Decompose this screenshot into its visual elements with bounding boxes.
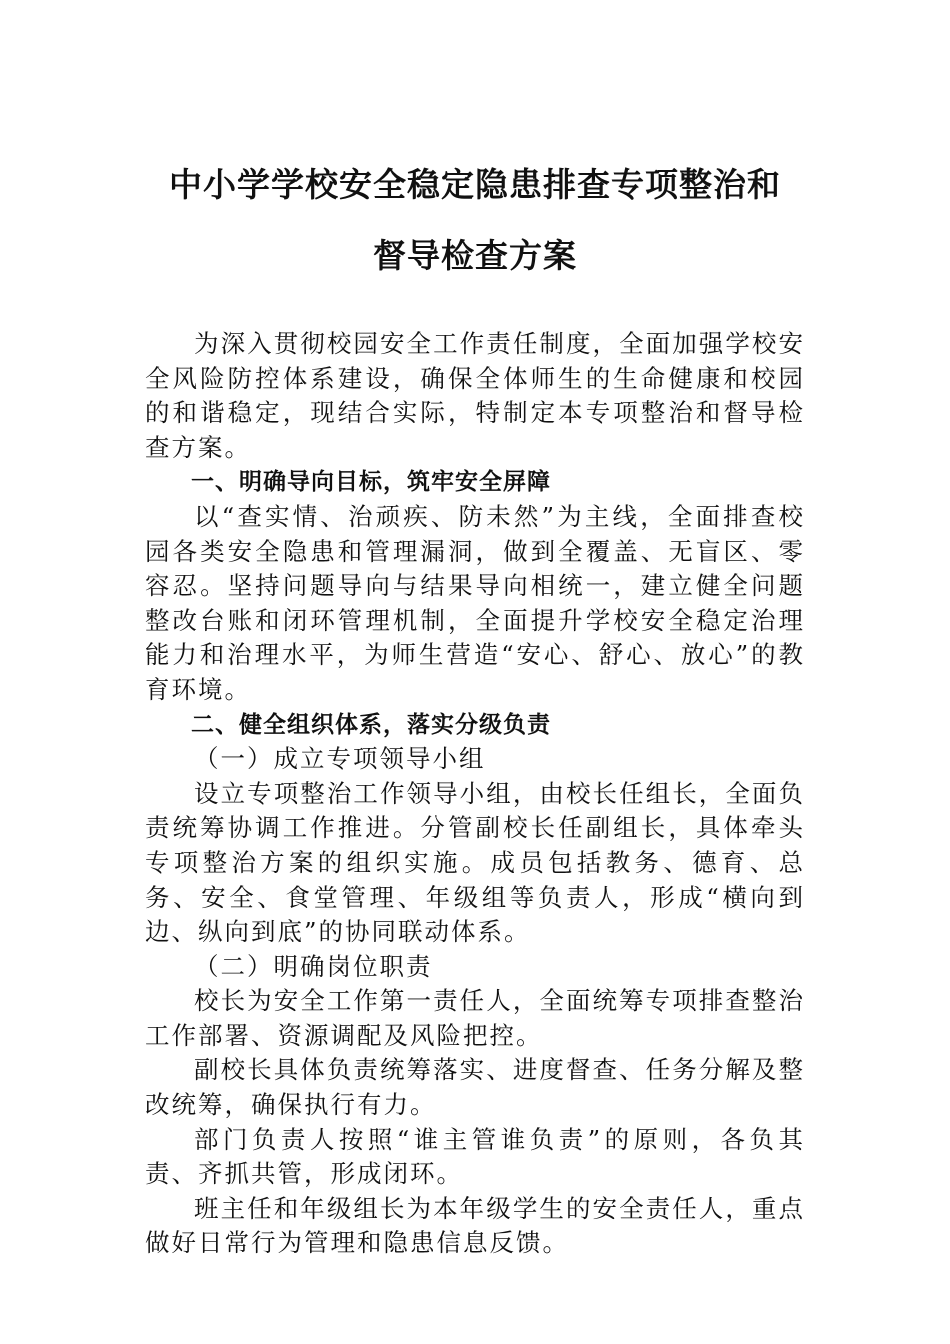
section2-sub2-heading: （二）明确岗位职责 xyxy=(194,951,433,981)
duty-paragraph-class-teachers: 班主任和年级组长为本年级学生的安全责任人，重点做好日常行为管理和隐患信息反馈。 xyxy=(145,1193,805,1258)
document-title-line2: 督导检查方案 xyxy=(373,236,577,275)
intro-paragraph: 为深入贯彻校园安全工作责任制度，全面加强学校安全风险防控体系建设，确保全体师生的生命健康和校园的和谐稳定，现结合实际，特制定本专项整治和督导检查方案。 xyxy=(145,329,805,462)
document-body xyxy=(145,327,805,1261)
section2-heading: 二、健全组织体系，落实分级负责 xyxy=(191,711,551,738)
duty-paragraph-department-heads: 部门负责人按照“谁主管谁负责”的原则，各负其责、齐抓共管，形成闭环。 xyxy=(145,1124,805,1189)
section1-paragraph: 以“查实情、治顽疾、防未然”为主线，全面排查校园各类安全隐患和管理漏洞，做到全覆盖、无盲区、零容忍。坚持问题导向与结果导向相统一，建立健全问题整改台账和闭环管理机制，全面提升学校安全稳定治理能力和治理水平，为师生营造“安心、舒心、放心”的教育环境。 xyxy=(145,501,805,704)
section2-sub1-paragraph: 设立专项整治工作领导小组，由校长任组长，全面负责统筹协调工作推进。分管副校长任副组长，具体牵头专项整治方案的组织实施。成员包括教务、德育、总务、安全、食堂管理、年级组等负责人，形成“横向到边、纵向到底”的协同联动体系。 xyxy=(145,778,805,947)
duty-paragraph-principal: 校长为安全工作第一责任人，全面统筹专项排查整治工作部署、资源调配及风险把控。 xyxy=(145,986,805,1050)
duty-paragraph-vice-principal: 副校长具体负责统筹落实、进度督查、任务分解及整改统筹，确保执行有力。 xyxy=(145,1055,805,1120)
section1-heading: 一、明确导向目标，筑牢安全屏障 xyxy=(191,469,551,496)
section2-sub1-heading: （一）成立专项领导小组 xyxy=(194,744,486,774)
document-title-line1: 中小学学校安全稳定隐患排查专项整治和 xyxy=(169,165,781,204)
